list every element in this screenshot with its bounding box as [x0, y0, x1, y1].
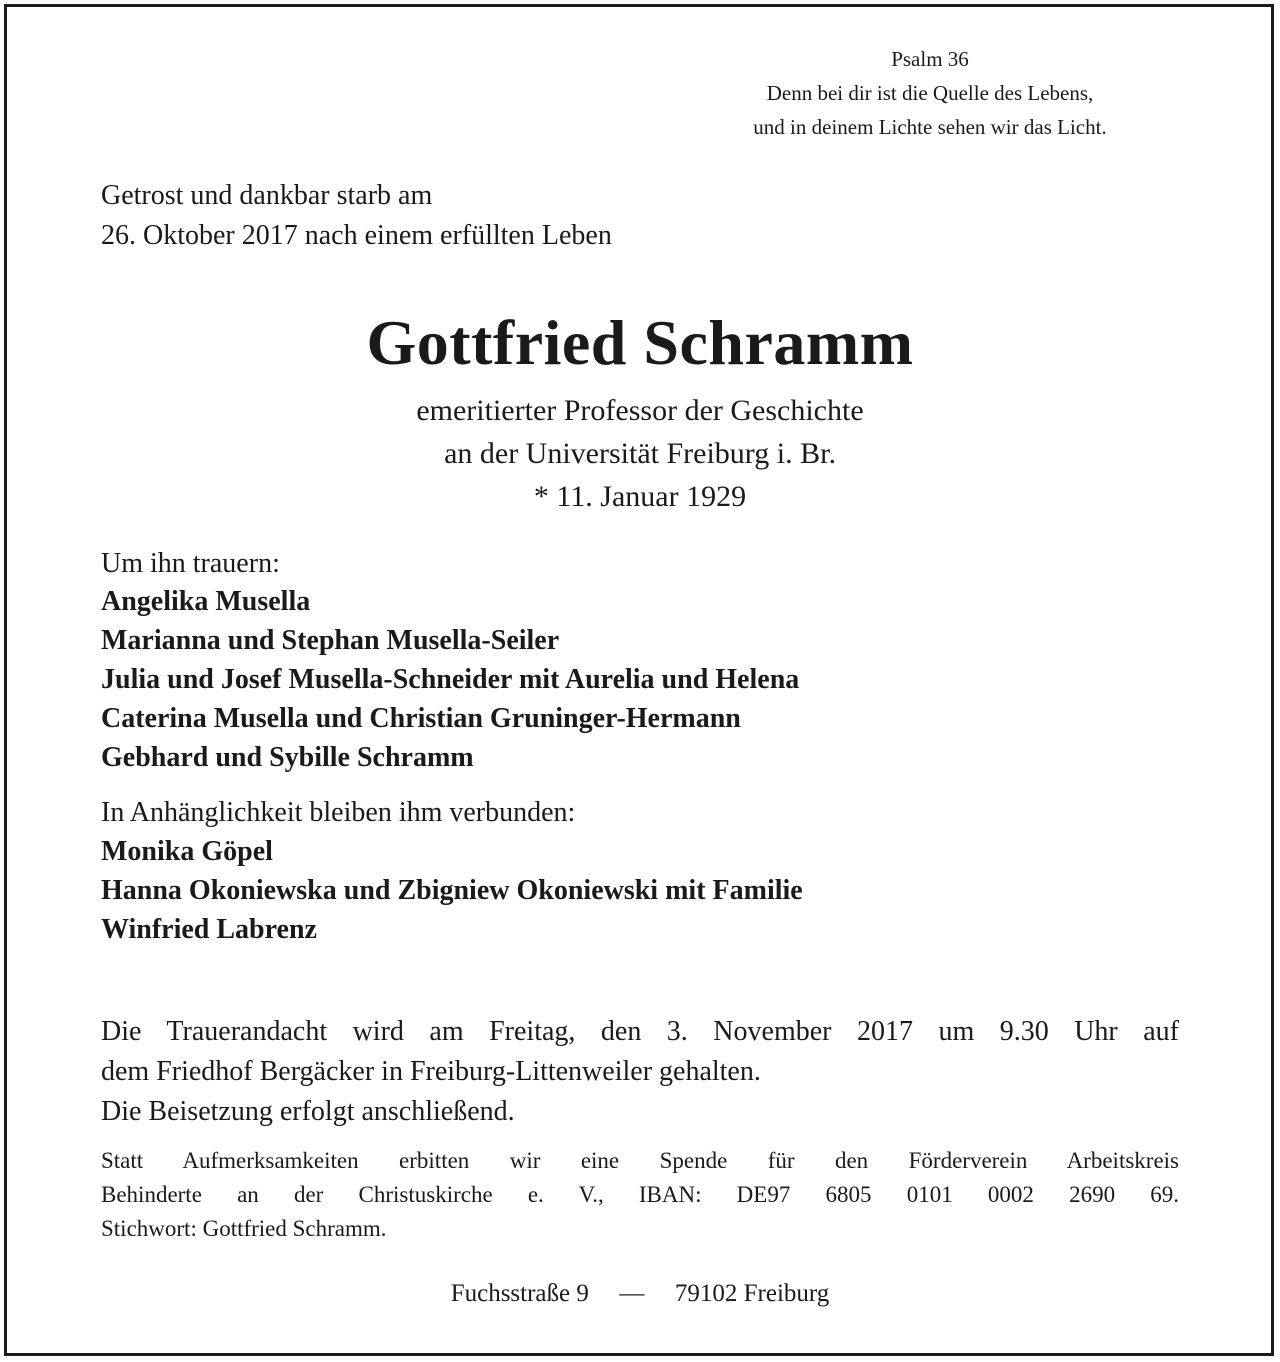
mourner-name: Julia und Josef Musella-Schneider mit Aurelia und Helena — [101, 664, 800, 695]
deceased-title-line: emeritierter Professor der Geschichte — [416, 394, 864, 427]
psalm-quote — [700, 42, 1160, 144]
companions-label: In Anhänglichkeit bleiben ihm verbunden: — [101, 797, 576, 828]
mourner-name: Gebhard und Sybille Schramm — [101, 742, 474, 773]
deceased-title-line: an der Universität Freiburg i. Br. — [444, 437, 836, 470]
ceremony-line: Die Trauerandacht wird am Freitag, den 3. November 2017 um 9.30 Uhr auf — [101, 1016, 1179, 1047]
donation-line: Behinderte an der Christuskirche e. V., IBAN: DE97 6805 0101 0002 2690 69. — [101, 1182, 1179, 1207]
intro-line: 26. Oktober 2017 nach einem erfüllten Leben — [101, 220, 612, 251]
companion-name: Monika Göpel — [101, 836, 273, 867]
mourner-name: Caterina Musella und Christian Gruninger-Hermann — [101, 703, 741, 734]
address-street: Fuchsstraße 9 — [450, 1280, 589, 1307]
psalm-line: Denn bei dir ist die Quelle des Lebens, — [766, 81, 1094, 105]
deceased-name: Gottfried Schramm — [366, 307, 914, 378]
mourner-name: Angelika Musella — [101, 586, 311, 617]
companion-name: Winfried Labrenz — [101, 914, 317, 945]
companion-name: Hanna Okoniewska und Zbigniew Okoniewski mit Familie — [101, 875, 803, 906]
address-separator: — — [619, 1280, 645, 1307]
address-city: 79102 Freiburg — [674, 1280, 830, 1307]
donation-keyword: Stichwort: Gottfried Schramm. — [101, 1216, 387, 1241]
psalm-line: und in deinem Lichte sehen wir das Licht. — [753, 115, 1107, 139]
address — [0, 1280, 1280, 1308]
birth-date: * 11. Januar 1929 — [533, 480, 747, 513]
burial-line: Die Beisetzung erfolgt anschließend. — [101, 1096, 515, 1127]
donation-line: Statt Aufmerksamkeiten erbitten wir eine Spende für den Förderverein Arbeitskreis — [101, 1148, 1179, 1173]
mourner-name: Marianna und Stephan Musella-Seiler — [101, 625, 560, 656]
mourners-label: Um ihn trauern: — [101, 548, 280, 579]
intro-line: Getrost und dankbar starb am — [101, 180, 433, 211]
ceremony-line: dem Friedhof Bergäcker in Freiburg-Littenweiler gehalten. — [101, 1056, 761, 1087]
psalm-reference: Psalm 36 — [891, 47, 969, 71]
